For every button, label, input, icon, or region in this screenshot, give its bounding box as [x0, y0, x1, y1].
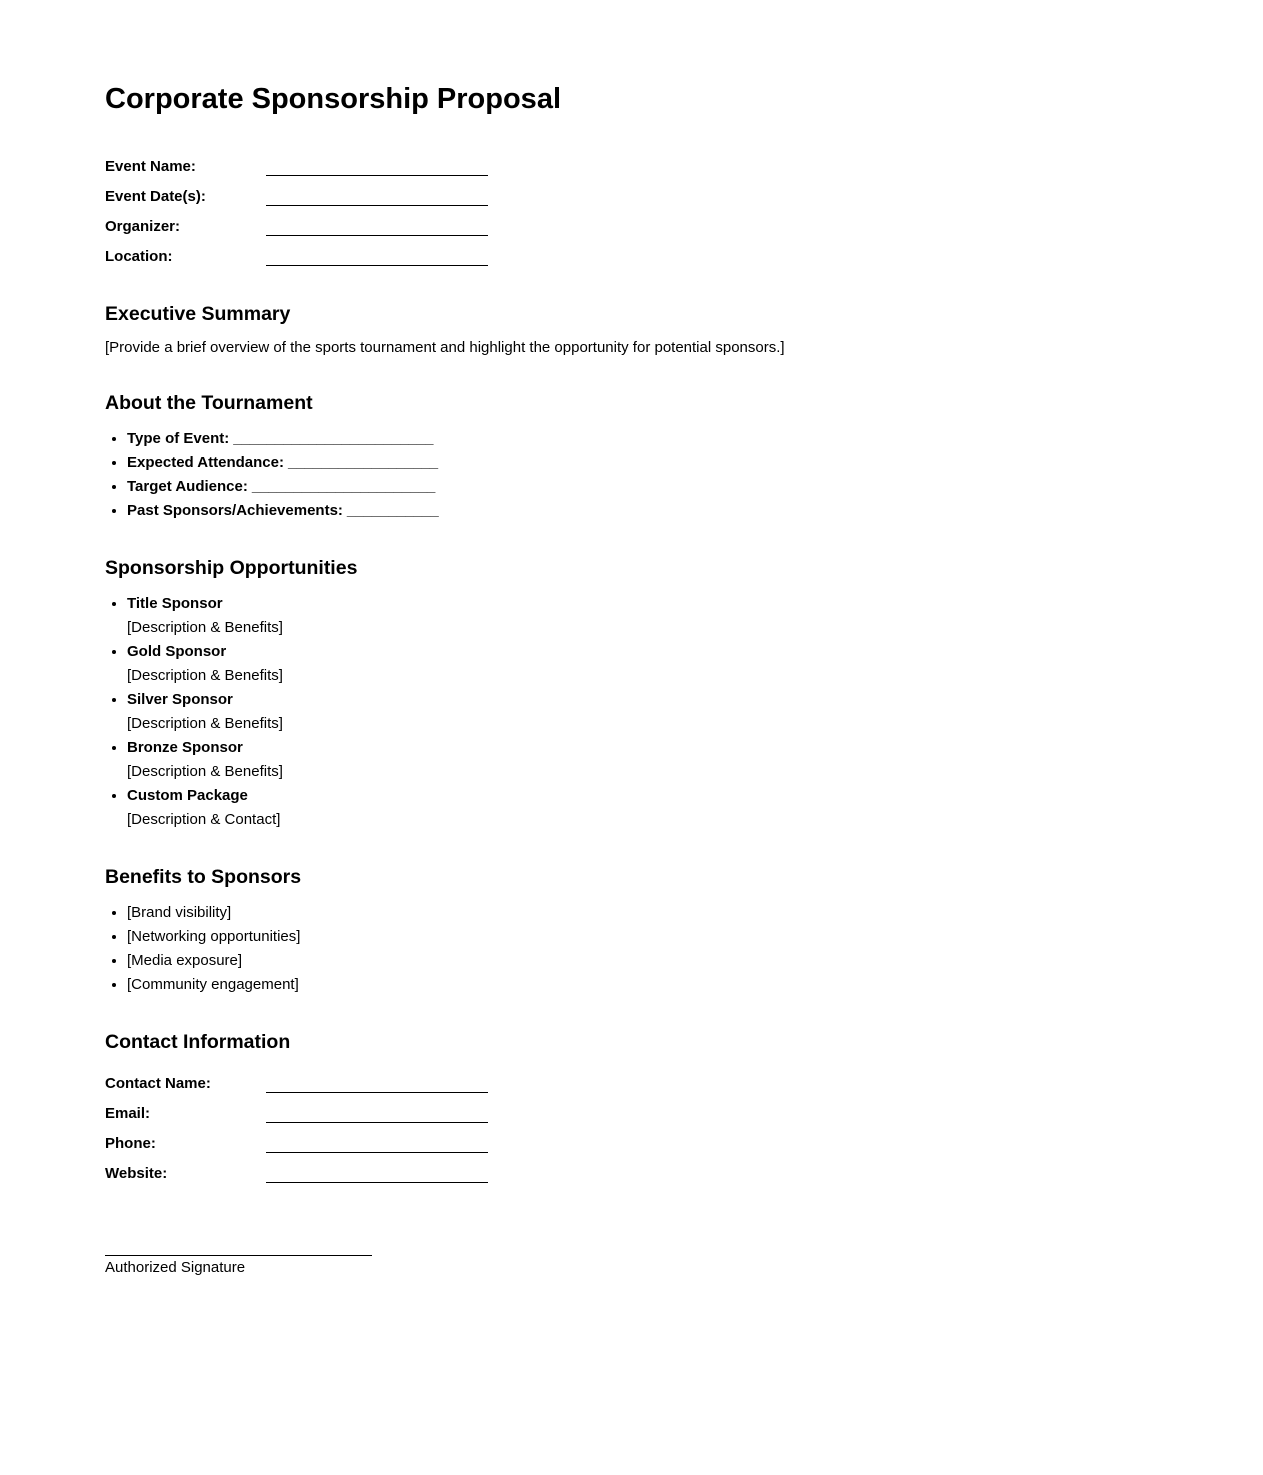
gold-sponsor-description: [Description & Benefits] [127, 667, 283, 685]
sponsorship-opportunities-heading: Sponsorship Opportunities [105, 557, 358, 580]
benefit-item-community-engagement: • [Community engagement] [127, 973, 1158, 997]
field-row-contact-name [105, 1066, 1158, 1096]
signature-block [105, 1236, 1158, 1278]
gold-sponsor-name: • Gold Sponsor [127, 643, 227, 661]
about-tournament-heading: About the Tournament [105, 392, 313, 415]
section-sponsorship-opportunities [105, 557, 1158, 832]
section-benefits [105, 866, 1158, 997]
bronze-sponsor-name: • Bronze Sponsor [127, 739, 243, 757]
list-item-type-of-event [127, 427, 1158, 451]
contact-information-heading: Contact Information [105, 1031, 291, 1054]
website-label: Website: [105, 1165, 168, 1183]
expected-attendance-label: Expected Attendance: [127, 454, 284, 472]
contact-fields-section [105, 1066, 1158, 1186]
past-sponsors-blank-line[interactable]: ___________ [346, 502, 439, 520]
website-blank-line[interactable] [266, 1159, 488, 1183]
about-tournament-list [105, 427, 1158, 523]
event-fields-section [105, 149, 1158, 269]
benefits-list [105, 901, 1158, 997]
silver-sponsor-description: [Description & Benefits] [127, 715, 283, 733]
type-of-event-label: Type of Event: [127, 430, 230, 448]
type-of-event-blank-line[interactable]: ________________________ [233, 430, 434, 448]
event-name-label: Event Name: [105, 158, 196, 176]
title-sponsor-description: [Description & Benefits] [127, 619, 283, 637]
past-sponsors-label: Past Sponsors/Achievements: [127, 502, 343, 520]
executive-summary-heading: Executive Summary [105, 303, 291, 326]
signature-label: Authorized Signature [105, 1259, 246, 1277]
field-row-email [105, 1096, 1158, 1126]
email-blank-line[interactable] [266, 1099, 488, 1123]
sponsor-item-bronze [127, 736, 1158, 784]
sponsor-item-silver [127, 688, 1158, 736]
expected-attendance-blank-line[interactable]: __________________ [287, 454, 439, 472]
section-about-tournament [105, 392, 1158, 523]
benefit-item-media-exposure: • [Media exposure] [127, 949, 1158, 973]
event-dates-label: Event Date(s): [105, 188, 206, 206]
sponsorship-opportunities-list [105, 592, 1158, 832]
title-sponsor-name: • Title Sponsor [127, 595, 223, 613]
list-item-expected-attendance [127, 451, 1158, 475]
list-item-target-audience [127, 475, 1158, 499]
benefits-heading: Benefits to Sponsors [105, 866, 302, 889]
bronze-sponsor-description: [Description & Benefits] [127, 763, 283, 781]
field-row-event-dates [105, 179, 1158, 209]
signature-blank-line[interactable] [105, 1236, 372, 1256]
sponsor-item-title [127, 592, 1158, 640]
sponsor-item-custom [127, 784, 1158, 832]
field-row-website [105, 1156, 1158, 1186]
section-executive-summary [105, 303, 1158, 358]
location-blank-line[interactable] [266, 242, 488, 266]
section-contact-information [105, 1031, 1158, 1186]
field-row-phone [105, 1126, 1158, 1156]
custom-package-description: [Description & Contact] [127, 811, 281, 829]
custom-package-name: • Custom Package [127, 787, 248, 805]
phone-blank-line[interactable] [266, 1129, 488, 1153]
list-item-past-sponsors [127, 499, 1158, 523]
benefit-item-brand-visibility: • [Brand visibility] [127, 901, 1158, 925]
document-title: Corporate Sponsorship Proposal [105, 83, 561, 115]
contact-name-blank-line[interactable] [266, 1069, 488, 1093]
benefit-item-networking: • [Networking opportunities] [127, 925, 1158, 949]
target-audience-blank-line[interactable]: ______________________ [251, 478, 436, 496]
email-label: Email: [105, 1105, 151, 1123]
organizer-blank-line[interactable] [266, 212, 488, 236]
organizer-label: Organizer: [105, 218, 181, 236]
event-name-blank-line[interactable] [266, 152, 488, 176]
target-audience-label: Target Audience: [127, 478, 248, 496]
executive-summary-text: [Provide a brief overview of the sports tournament and highlight the opportunity for potential sponsors.] [105, 339, 785, 357]
silver-sponsor-name: • Silver Sponsor [127, 691, 233, 709]
field-row-event-name [105, 149, 1158, 179]
field-row-organizer [105, 209, 1158, 239]
sponsor-item-gold [127, 640, 1158, 688]
event-dates-blank-line[interactable] [266, 182, 488, 206]
field-row-location [105, 239, 1158, 269]
contact-name-label: Contact Name: [105, 1075, 211, 1093]
location-label: Location: [105, 248, 173, 266]
phone-label: Phone: [105, 1135, 156, 1153]
